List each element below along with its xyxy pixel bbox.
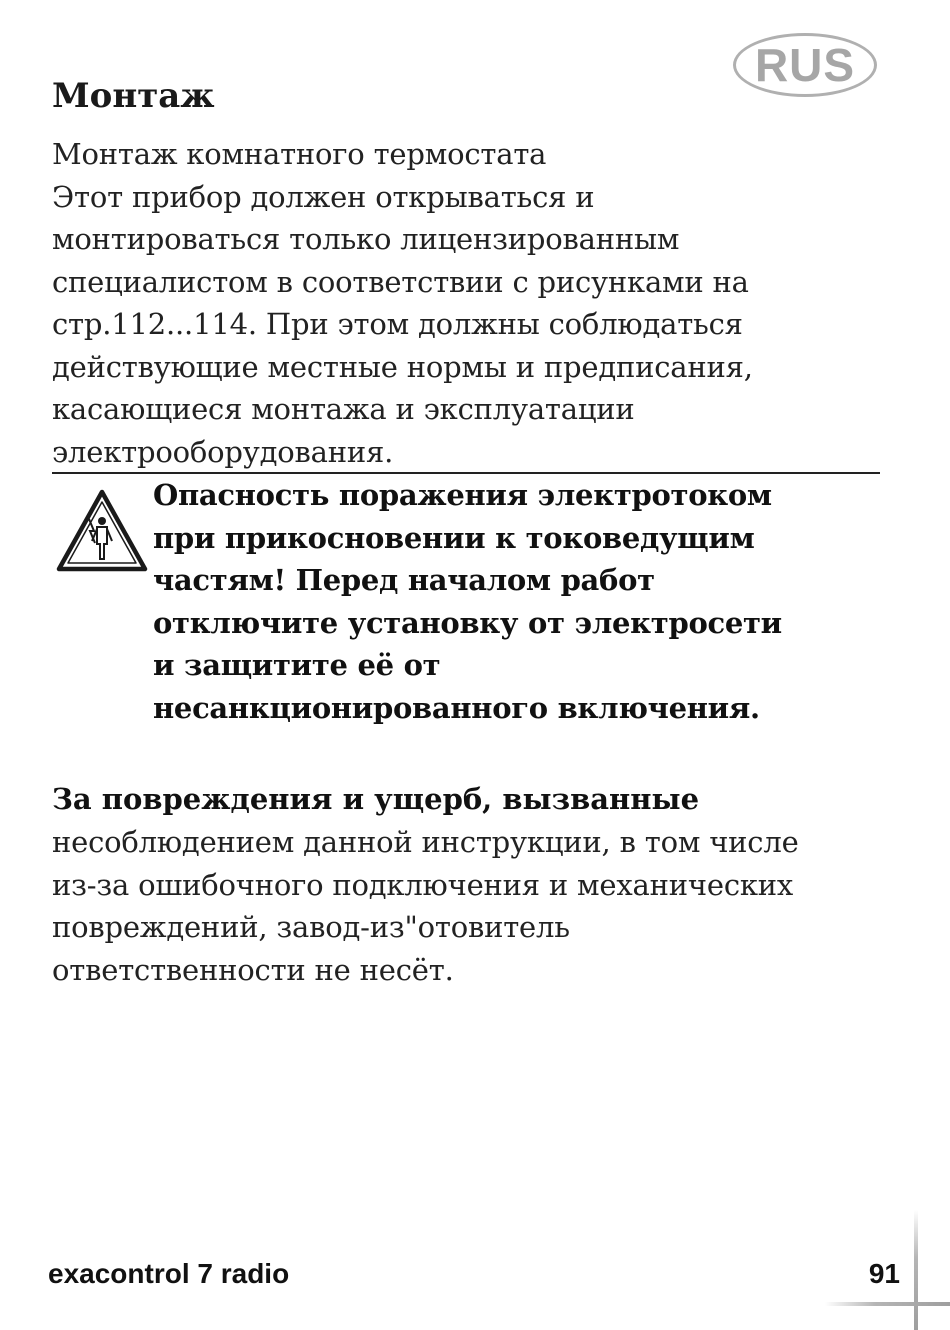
liability-line: ответственности не несёт. [52, 952, 454, 987]
liability-line: несоблюдением данной инструкции, в том числе [52, 825, 799, 859]
warning-line: при прикосновении к токоведущим [153, 520, 755, 555]
crop-mark-horizontal [825, 1302, 950, 1306]
language-badge: RUS [733, 33, 877, 97]
page-number: 91 [868, 1258, 900, 1289]
intro-line: стр.112...114. При этом должны соблюдаться [52, 307, 743, 341]
footer-product-name: exacontrol 7 radio [48, 1258, 290, 1289]
warning-text [153, 474, 883, 729]
intro-line: электрооборудования. [52, 434, 394, 469]
intro-paragraph [52, 133, 882, 473]
warning-line: несанкционированного включения. [153, 690, 760, 725]
electric-shock-warning-icon [56, 489, 148, 573]
crop-mark-vertical [914, 1210, 918, 1330]
intro-line: Монтаж комнатного термостата [52, 137, 547, 171]
warning-line: отключите установку от электросети [153, 605, 782, 640]
liability-paragraph [52, 821, 882, 991]
liability-heading: За повреждения и ущерб, вызванные [52, 782, 700, 816]
warning-line: Опасность поражения электротоком [153, 478, 772, 512]
intro-line: действующие местные нормы и предписания, [52, 349, 753, 384]
warning-line: и защитите её от [153, 648, 441, 682]
intro-line: специалистом в соответствии с рисунками на [52, 264, 749, 299]
liability-line: из-за ошибочного подключения и механических [52, 867, 794, 902]
intro-line: монтироваться только лицензированным [52, 222, 680, 256]
warning-line: частям! Перед началом работ [153, 563, 655, 597]
liability-line: повреждений, завод-из"отовитель [52, 910, 570, 944]
page-title: Монтаж [52, 76, 215, 116]
intro-line: Этот прибор должен открываться и [52, 179, 595, 214]
intro-line: касающиеся монтажа и эксплуатации [52, 392, 635, 426]
